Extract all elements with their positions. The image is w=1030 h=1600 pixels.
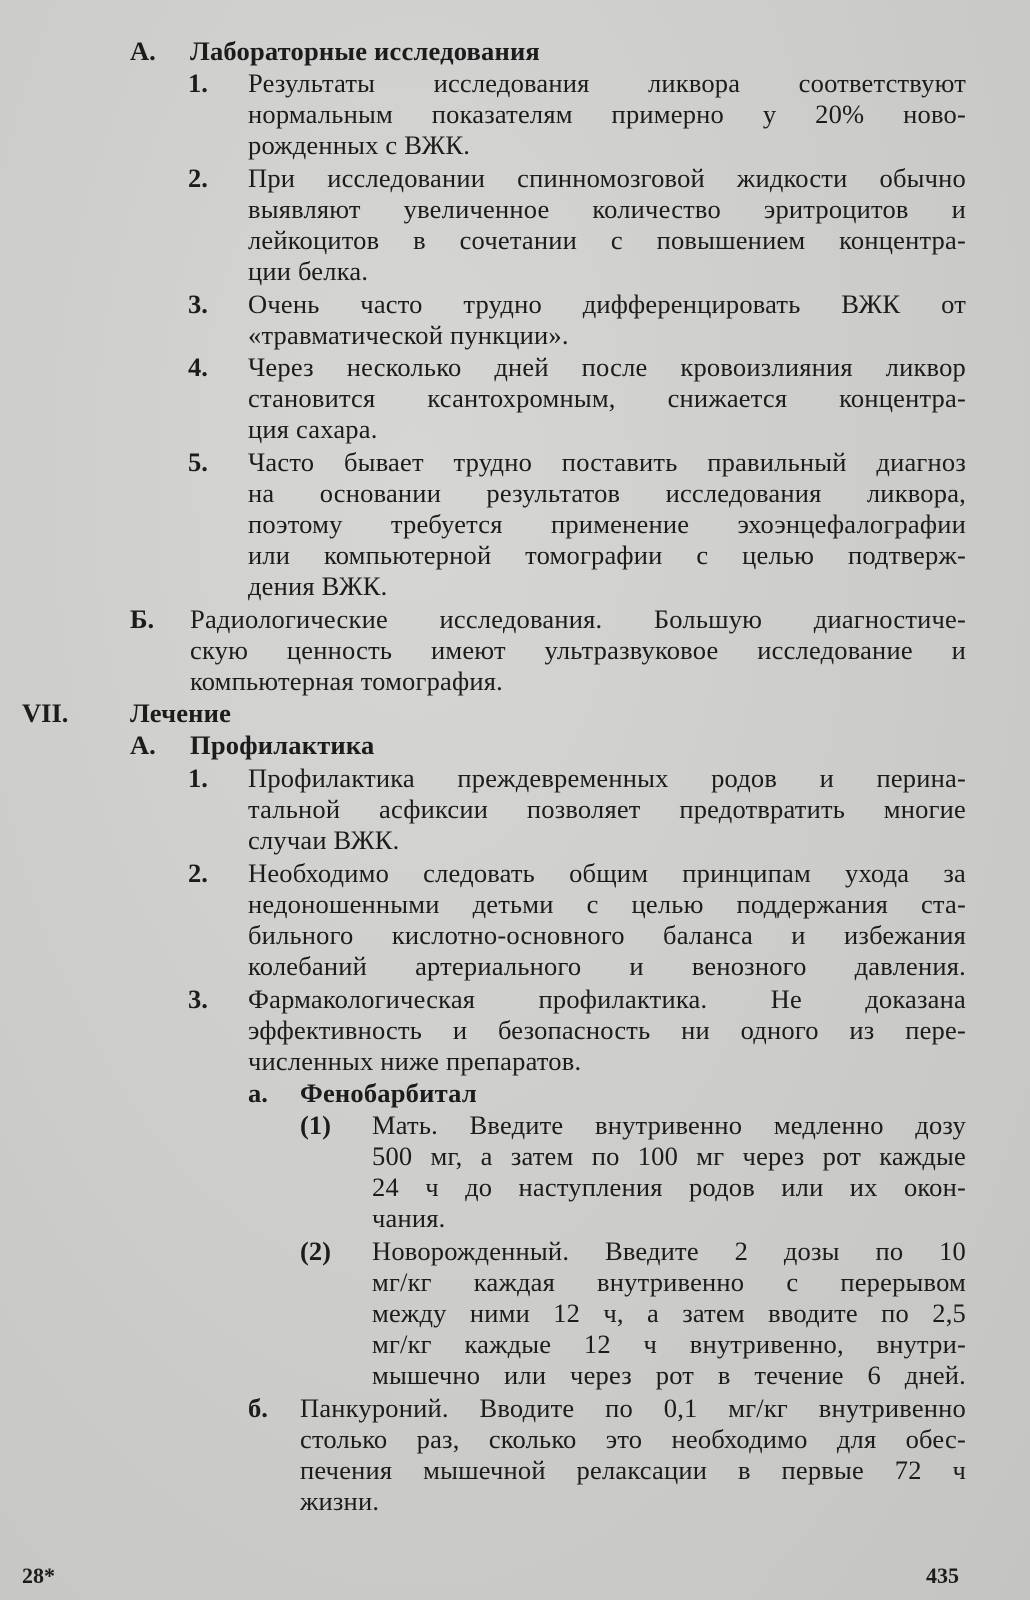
paragraph-line: на основании результатов исследования ликвора,: [248, 478, 966, 508]
paragraph-line: Мать. Введите внутривенно медленно дозу: [372, 1110, 966, 1140]
paragraph-line: дения ВЖК.: [248, 571, 388, 601]
paragraph-line: Радиологические исследования. Большую диагностиче-: [190, 604, 966, 634]
paragraph-line: компьютерная томография.: [190, 666, 503, 696]
item-number: 1.: [188, 68, 208, 98]
paragraph-line: Фармакологическая профилактика. Не доказана: [248, 984, 966, 1014]
paragraph-line: бильного кислотно-основного баланса и избежания: [248, 920, 966, 950]
paragraph-line: тальной асфиксии позволяет предотвратить многие: [248, 794, 966, 824]
item-number: 1.: [188, 763, 208, 793]
paragraph-line: чания.: [372, 1203, 446, 1233]
paragraph-line: Новорожденный. Введите 2 дозы по 10: [372, 1236, 966, 1266]
paragraph-line: становится ксантохромным, снижается концентра-: [248, 383, 966, 413]
item-number: 3.: [188, 984, 208, 1014]
paragraph-line: колебаний артериального и венозного давления.: [248, 951, 966, 981]
paragraph-line: Часто бывает трудно поставить правильный диагноз: [248, 447, 966, 477]
paragraph-line: мг/кг каждая внутривенно с перерывом: [372, 1267, 966, 1297]
paragraph-line: нормальным показателям примерно у 20% ново-: [248, 99, 966, 129]
item-number: 2.: [188, 858, 208, 888]
paragraph-line: Очень часто трудно дифференцировать ВЖК от: [248, 289, 966, 319]
subitem-number: (1): [300, 1110, 331, 1140]
paragraph-line: жизни.: [300, 1486, 380, 1516]
paragraph-line: численных ниже препаратов.: [248, 1046, 582, 1076]
paragraph-line: между ними 12 ч, а затем вводите по 2,5: [372, 1298, 966, 1328]
page-number: 435: [926, 1563, 959, 1588]
paragraph-line: случаи ВЖК.: [248, 825, 400, 855]
paragraph-line: мышечно или через рот в течение 6 дней.: [372, 1360, 966, 1390]
paragraph-line: Панкуроний. Вводите по 0,1 мг/кг внутривенно: [300, 1393, 966, 1423]
paragraph-line: печения мышечной релаксации в первые 72 ч: [300, 1455, 966, 1485]
paragraph-line: Профилактика преждевременных родов и перина-: [248, 763, 966, 793]
paragraph-line: ции белка.: [248, 256, 369, 286]
paragraph-line: или компьютерной томографии с целью подтверж-: [248, 540, 966, 570]
section-label: А.: [130, 36, 156, 66]
paragraph-line: поэтому требуется применение эхоэнцефалографии: [248, 509, 966, 539]
chapter-heading: Лечение: [130, 698, 232, 728]
paragraph-line: лейкоцитов в сочетании с повышением концентра-: [248, 225, 966, 255]
subitem-letter: а.: [248, 1078, 268, 1108]
section-label: Б.: [130, 604, 155, 634]
paragraph-line: «травматической пункции».: [248, 320, 569, 350]
paragraph-line: столько раз, сколько это необходимо для обес-: [300, 1424, 966, 1454]
item-number: 5.: [188, 447, 208, 477]
paragraph-line: 24 ч до наступления родов или их окон-: [372, 1172, 966, 1202]
paragraph-line: рожденных с ВЖК.: [248, 130, 471, 160]
paragraph-line: При исследовании спинномозговой жидкости обычно: [248, 163, 966, 193]
paragraph-line: эффективность и безопасность ни одного из пере-: [248, 1015, 966, 1045]
paragraph-line: скую ценность имеют ультразвуковое исследование и: [190, 635, 966, 665]
section-heading: Профилактика: [190, 730, 375, 760]
item-number: 4.: [188, 352, 208, 382]
signature-mark: 28*: [22, 1563, 55, 1588]
section-label: А.: [130, 730, 156, 760]
paragraph-line: 500 мг, а затем по 100 мг через рот каждые: [372, 1141, 966, 1171]
subitem-heading: Фенобарбитал: [300, 1078, 477, 1108]
paragraph-line: Необходимо следовать общим принципам ухода за: [248, 858, 966, 888]
subitem-letter: б.: [248, 1393, 268, 1423]
paragraph-line: Результаты исследования ликвора соответствуют: [248, 68, 966, 98]
chapter-label: VII.: [22, 698, 69, 728]
item-number: 3.: [188, 289, 208, 319]
paragraph-line: выявляют увеличенное количество эритроцитов и: [248, 194, 966, 224]
paragraph-line: мг/кг каждые 12 ч внутривенно, внутри-: [372, 1329, 966, 1359]
paragraph-line: ция сахара.: [248, 414, 378, 444]
section-heading: Лабораторные исследования: [190, 36, 540, 66]
subitem-number: (2): [300, 1236, 331, 1266]
paragraph-line: недоношенными детьми с целью поддержания ста-: [248, 889, 966, 919]
paragraph-line: Через несколько дней после кровоизлияния ликвор: [248, 352, 966, 382]
item-number: 2.: [188, 163, 208, 193]
